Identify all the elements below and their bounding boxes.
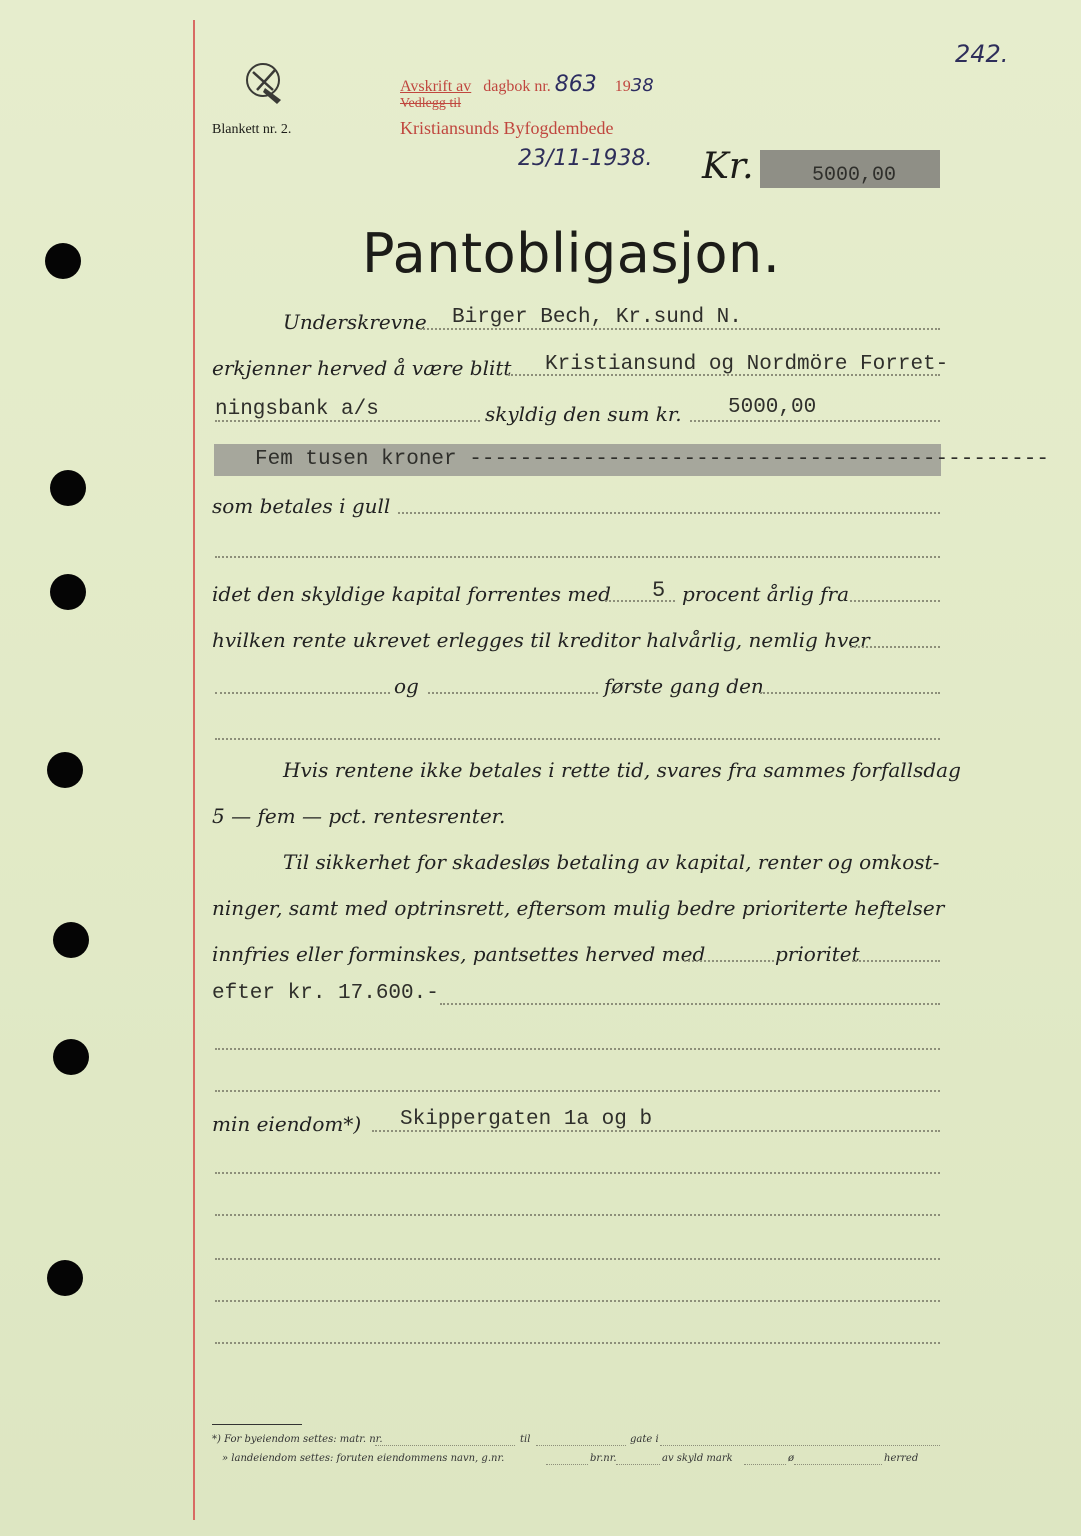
dotted-line: [690, 420, 940, 422]
dotted-line: [215, 1172, 940, 1174]
dotted-line: [215, 1342, 940, 1344]
footnote-line2: [222, 1453, 940, 1464]
stamp-year-prefix: 19: [614, 78, 631, 95]
interest-from-label: procent årlig fra: [682, 582, 850, 606]
dotted-line: [852, 960, 940, 962]
stamp-journal: dagbok nr.: [483, 78, 551, 95]
footnote-brnr: br.nr.: [590, 1453, 617, 1464]
undersigned-value: Birger Bech, Kr.sund N.: [452, 306, 742, 329]
undersigned-label: Underskrevne: [283, 310, 427, 334]
punch-hole: [45, 243, 81, 279]
handwritten-date: 23/11-1938.: [518, 146, 653, 171]
footnote-city: *) For byeiendom settes: matr. nr.: [212, 1434, 383, 1445]
stamp-line1: [400, 72, 654, 97]
amount-words-dashes: ----------------------------------------------: [469, 448, 1049, 471]
punch-hole: [50, 574, 86, 610]
punch-hole: [53, 1039, 89, 1075]
interest-rate: 5: [652, 578, 666, 603]
owes-amount: 5000,00: [728, 396, 817, 419]
creditor-line2: ningsbank a/s: [215, 398, 379, 421]
dotted-line: [536, 1445, 626, 1446]
paid-label: som betales i gull: [212, 494, 391, 518]
margin-line: [193, 20, 195, 1520]
creditor-line1: Kristiansund og Nordmöre Forret-: [545, 353, 949, 376]
first-time-label: første gang den: [604, 674, 764, 698]
dotted-line: [684, 960, 774, 962]
amount-words-text: Fem tusen kroner: [255, 448, 457, 471]
dotted-line: [215, 1048, 940, 1050]
stamp-year-suffix: 38: [630, 75, 654, 96]
stamp-number: 863: [554, 72, 597, 97]
priority-typed: efter kr. 17.600.-: [212, 982, 439, 1005]
footnote-street: gate i: [630, 1434, 659, 1445]
dotted-line: [215, 1214, 940, 1216]
interest-label: idet den skyldige kapital forrentes med: [212, 582, 611, 606]
para2-line2: ninger, samt med optrinsrett, eftersom mulig bedre prioriterte heftelser: [212, 896, 945, 920]
dotted-line: [215, 738, 940, 740]
dotted-line: [660, 1445, 940, 1446]
acknowledges-label: erkjenner herved å være blitt: [212, 356, 512, 380]
property-label: min eiendom*): [212, 1112, 362, 1136]
footnote-rural: » landeiendom settes: foruten eiendommens navn, g.nr.: [222, 1453, 505, 1464]
dotted-line: [440, 1003, 940, 1005]
stamp-copy-of: Avskrift av: [400, 78, 472, 95]
property-value: Skippergaten 1a og b: [400, 1108, 653, 1131]
footnote-line1: [212, 1434, 940, 1445]
stamp-line2: Vedlegg til: [400, 96, 462, 111]
amount-words: [255, 448, 1049, 471]
priority-label: prioritet: [775, 942, 860, 966]
punch-hole: [47, 752, 83, 788]
dotted-line: [850, 600, 940, 602]
punch-hole: [50, 470, 86, 506]
dotted-line: [398, 512, 940, 514]
dotted-line: [546, 1464, 588, 1465]
dotted-line: [375, 1445, 515, 1446]
punch-hole: [47, 1260, 83, 1296]
dotted-line: [428, 692, 598, 694]
dotted-line: [616, 1464, 660, 1465]
footnote-to: til: [520, 1434, 531, 1445]
dotted-line: [215, 556, 940, 558]
para1-line2: 5 — fem — pct. rentesrenter.: [212, 804, 506, 828]
dotted-line: [215, 1300, 940, 1302]
footnote-ore: ø: [788, 1453, 795, 1464]
footnote-tax: av skyld mark: [662, 1453, 733, 1464]
interest-line2: hvilken rente ukrevet erlegges til kreditor halvårlig, nemlig hver: [212, 628, 870, 652]
kr-amount: 5000,00: [812, 164, 897, 187]
dotted-line: [850, 646, 940, 648]
dotted-line: [744, 1464, 786, 1465]
dotted-line: [760, 692, 940, 694]
footnote-district: herred: [884, 1453, 919, 1464]
page-number: 242.: [955, 40, 1009, 68]
punch-hole: [53, 922, 89, 958]
dotted-line: [215, 1090, 940, 1092]
and-label: og: [394, 674, 419, 698]
owes-label: skyldig den sum kr.: [485, 402, 682, 426]
form-label: Blankett nr. 2.: [212, 122, 292, 137]
page-title: Pantobligasjon.: [362, 222, 781, 285]
para1-line1: Hvis rentene ikke betales i rette tid, svares fra sammes forfallsdag: [283, 758, 961, 782]
dotted-line: [215, 692, 390, 694]
stamp-line3: Kristiansunds Byfogdembede: [400, 118, 614, 138]
dotted-line: [215, 1258, 940, 1260]
footnote-rule: [212, 1424, 302, 1425]
logo-seal: [243, 60, 291, 110]
dotted-line: [794, 1464, 882, 1465]
para2-line3: innfries eller forminskes, pantsettes herved med: [212, 942, 706, 966]
para2-line1: Til sikkerhet for skadesløs betaling av kapital, renter og omkost-: [283, 850, 940, 874]
kr-label: Kr.: [702, 146, 754, 187]
